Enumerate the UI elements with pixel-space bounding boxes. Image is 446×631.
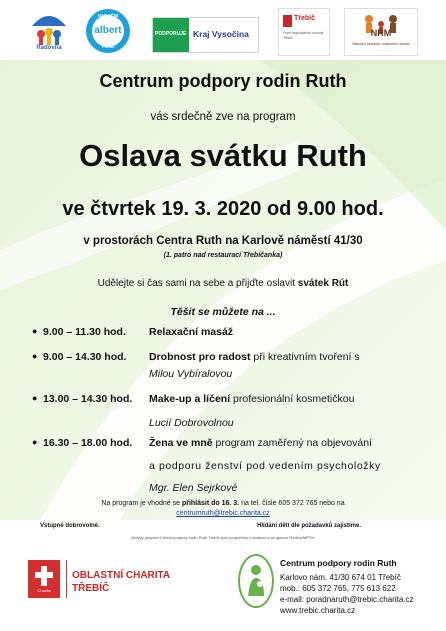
mother-child-icon: [238, 554, 274, 608]
program-presenter: Mgr. Elen Sejrkové: [149, 482, 238, 494]
charita-cross-label: Charita: [37, 588, 51, 593]
nrm-logo-sub: Národní centrum rodinného zdraví: [352, 42, 410, 46]
bullet: ●: [32, 393, 38, 403]
kraj-logo-podpora: PODPORUJE: [155, 31, 187, 37]
program-desc: [149, 393, 354, 405]
kraj-vysocina-logo: [152, 17, 259, 53]
charita-name: OBLASTNÍ CHARITA: [72, 570, 171, 581]
contact-web[interactable]: www.trebic.charita.cz: [280, 606, 356, 615]
kraj-logo-name: Kraj Vysočina: [193, 29, 249, 39]
nrm-logo: [344, 8, 418, 56]
program-heading: Těšit se můžete na ...: [170, 306, 276, 318]
albert-logo-bottom: FOND: [101, 44, 115, 49]
albert-logo-top: NADAČNÍ: [97, 13, 119, 18]
radovna-logo: [27, 8, 71, 54]
program-desc-rest: při kreativním tvoření s: [250, 351, 360, 363]
albert-logo-main: albert: [94, 25, 122, 36]
invitation-text-bold: svátek Rút: [297, 278, 349, 289]
program-desc: [149, 351, 360, 363]
email-line: [0, 510, 446, 517]
registration-text-2: na tel. čísle 605 372 765 nebo na: [239, 500, 345, 507]
program-presenter: Lucií Dobrovolnou: [149, 417, 234, 429]
program-time: 9.00 – 14.30 hod.: [43, 351, 127, 363]
funding-note: Aktivity projektu Centra podpory rodin Ruth Třebíč jsou podpořeny z dotačního programu Rodina MPSV.: [130, 535, 316, 540]
sponsor-logos: [0, 8, 446, 60]
bullet: ●: [32, 437, 38, 447]
contact-address: Karlovo nám. 41/30 674 01 Třebíč: [280, 573, 401, 582]
registration-text-bold: přihlásit do 16. 3.: [181, 500, 240, 507]
program-time: 16.30 – 18.00 hod.: [43, 437, 133, 449]
contact-title: Centrum podpory rodin Ruth: [280, 558, 397, 568]
invitation-text: [0, 278, 446, 289]
program-time: 13.00 – 14.30 hod.: [43, 393, 133, 405]
program-desc-bold: Žena ve mně: [149, 437, 213, 449]
program-desc-rest: profesionální kosmetičkou: [230, 393, 355, 405]
radovna-logo-text: Radovna: [36, 45, 62, 51]
location-note: (1. patro nad restaurací Třebíčanka): [163, 252, 283, 259]
center-title: Centrum podpory rodin Ruth: [99, 71, 347, 91]
registration-text-1: Na program je vhodné se: [101, 500, 182, 507]
trebic-logo: [278, 8, 330, 56]
event-date: ve čtvrtek 19. 3. 2020 od 9.00 hod.: [62, 198, 384, 220]
registration-note: [0, 500, 446, 507]
email-link[interactable]: centrumruth@trebic.charita.cz: [176, 510, 270, 517]
event-location: v prostorách Centra Ruth na Karlově náměstí 41/30: [83, 235, 363, 247]
program-desc-bold: Relaxační masáž: [149, 326, 234, 338]
bullet: ●: [32, 326, 38, 336]
program-desc: [149, 326, 233, 338]
program-desc-rest: program zaměřený na objevování: [212, 437, 372, 449]
program-desc-bold: Make-up a líčení: [149, 393, 231, 405]
program-desc-line2: a podporu ženství pod vedením psycholožky: [149, 460, 381, 472]
invitation-line: vás srdečně zve na program: [150, 111, 296, 123]
charita-city: TŘEBÍČ: [72, 583, 110, 594]
program-desc-bold: Drobnost pro radost: [149, 351, 251, 363]
nrm-logo-text: NRM: [370, 28, 392, 38]
albert-fund-logo: [85, 8, 131, 54]
entry-note: Vstupné dobrovolné.: [40, 523, 100, 529]
trebic-logo-sub: Fond regionálního rozvoje Třebíč: [283, 31, 324, 40]
trebic-logo-text: Třebíč: [294, 15, 316, 22]
program-presenter: Milou Vybíralovou: [149, 368, 233, 380]
invitation-text-main: Udělejte si čas sami na sebe a přijďte oslavit: [97, 278, 298, 289]
childcare-note: Hlídání dětí dle požadavků zajistíme.: [257, 523, 362, 529]
bullet: ●: [32, 351, 38, 361]
contact-email[interactable]: e-mail: poradnaruth@trebic.charita.cz: [280, 595, 414, 604]
program-time: 9.00 – 11.30 hod.: [43, 326, 126, 338]
program-desc: [149, 437, 372, 449]
event-title: Oslava svátku Ruth: [79, 138, 367, 173]
contact-phone: mob.: 605 372 765, 775 613 622: [280, 584, 396, 593]
charita-cross-icon: [28, 560, 60, 598]
